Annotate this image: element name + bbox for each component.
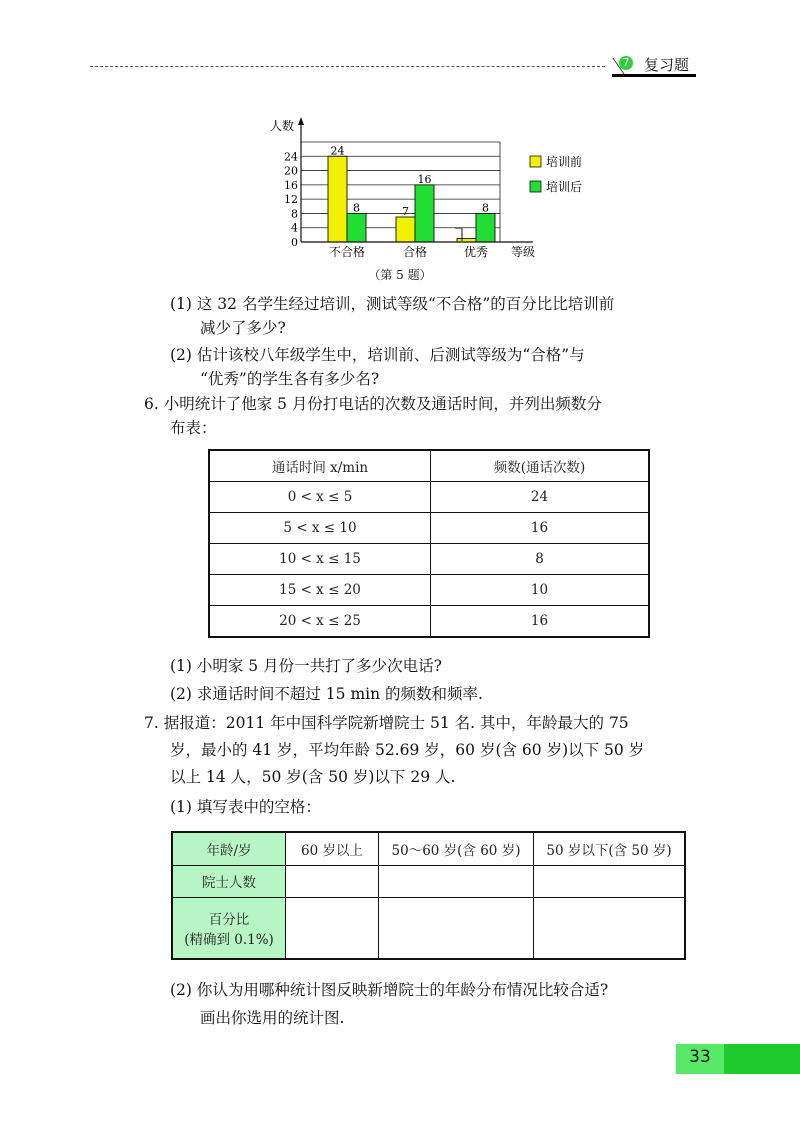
blank-cell[interactable]: [534, 897, 686, 959]
blank-cell[interactable]: [379, 897, 534, 959]
table-cell: 16: [431, 606, 650, 638]
table-cell: 10: [431, 575, 650, 606]
header-dashed-rule: [90, 66, 605, 67]
x-tick-labels: [329, 244, 488, 259]
legend-swatch: [530, 181, 541, 192]
y-tick-label: 12: [284, 193, 298, 207]
table-header-cell: 50 岁以下(含 50 岁): [534, 832, 686, 865]
q6-part1: (1) 小明家 5 月份一共打了多少次电话?: [170, 657, 442, 675]
footer-band: [724, 1044, 800, 1074]
page-number: 33: [689, 1047, 711, 1067]
table-cell: 5 < x ≤ 10: [209, 513, 431, 544]
x-axis-label: 等级: [511, 245, 536, 259]
data-label: 8: [482, 201, 489, 215]
frequency-table: [208, 449, 650, 638]
bar: [476, 213, 495, 242]
x-tick-label: 合格: [402, 245, 428, 259]
bar: [347, 213, 366, 242]
table-cell: 20 < x ≤ 25: [209, 606, 431, 638]
q6-stem-line1: 6. 小明统计了他家 5 月份打电话的次数及通话时间，并列出频数分: [144, 395, 602, 413]
table-row: [209, 513, 649, 544]
y-axis-label: 人数: [270, 119, 295, 133]
blank-cell[interactable]: [534, 865, 686, 897]
figure-caption: （第 5 题）: [368, 268, 432, 282]
table-row: [209, 606, 649, 638]
bar: [396, 217, 415, 242]
q7-stem-line2: 岁，最小的 41 岁，平均年龄 52.69 岁，60 岁(含 60 岁)以下 50 岁: [170, 741, 645, 759]
table-header-cell: 通话时间 x/min: [209, 450, 431, 482]
x-tick-label: 不合格: [328, 245, 366, 259]
y-tick-label: 8: [291, 207, 298, 221]
blank-cell[interactable]: [379, 865, 534, 897]
q5-part1-line1: (1) 这 32 名学生经过培训，测试等级“不合格”的百分比比培训前: [170, 295, 615, 313]
q7-stem-line1: 7. 据报道：2011 年中国科学院新增院士 51 名. 其中，年龄最大的 75: [144, 714, 629, 732]
table-row: [209, 575, 649, 606]
table-header-row: [172, 832, 685, 865]
blank-cell[interactable]: [286, 897, 379, 959]
data-label: 24: [330, 144, 345, 158]
row-label-line: 百分比: [208, 911, 250, 928]
q7-part1: (1) 填写表中的空格：: [170, 798, 321, 816]
table-row: [172, 897, 685, 959]
y-tick-label: 24: [284, 150, 298, 164]
table-row: [172, 865, 685, 897]
y-tick-labels: [284, 150, 298, 249]
chapter-number-badge: 7: [619, 56, 633, 70]
x-tick-label: 优秀: [463, 245, 489, 259]
y-tick-label: 20: [284, 164, 298, 178]
q6-stem-line2: 布表：: [170, 419, 217, 437]
data-label: 16: [417, 172, 432, 186]
section-title: 复习题: [644, 56, 690, 74]
row-label-line: (精确到 0.1%): [184, 931, 274, 948]
y-tick-label: 0: [291, 236, 298, 249]
q5-part2-line2: “优秀”的学生各有多少名?: [200, 370, 380, 388]
table-cell: 10 < x ≤ 15: [209, 544, 431, 575]
data-label: 7: [402, 205, 409, 218]
data-label: 8: [353, 201, 360, 215]
table-row: [209, 482, 649, 513]
table-header-cell: 50～60 岁(含 60 岁): [379, 832, 534, 865]
q5-part1-line2: 减少了多少?: [200, 319, 286, 337]
bar-chart: [268, 112, 598, 264]
y-tick-label: 16: [284, 178, 298, 192]
q5-part2-line1: (2) 估计该校八年级学生中，培训前、后测试等级为“合格”与: [170, 346, 585, 364]
q6-part2: (2) 求通话时间不超过 15 min 的频数和频率.: [170, 685, 483, 703]
q7-part2-line1: (2) 你认为用哪种统计图反映新增院士的年龄分布情况比较合适?: [170, 981, 609, 999]
table-header-cell: 年龄/岁: [172, 832, 286, 865]
table-header-cell: 频数(通话次数): [431, 450, 650, 482]
table-cell: 8: [431, 544, 650, 575]
blank-cell[interactable]: [286, 865, 379, 897]
table-cell: 24: [431, 482, 650, 513]
legend-label: 培训后: [546, 180, 583, 194]
q7-stem-line3: 以上 14 人，50 岁(含 50 岁)以下 29 人.: [170, 768, 456, 786]
table-row-label: 院士人数: [172, 865, 286, 897]
table-row-label: [172, 897, 286, 959]
legend-label: 培训前: [546, 155, 583, 169]
legend-swatch: [530, 156, 541, 167]
bar: [328, 156, 347, 242]
bar: [415, 185, 434, 242]
y-tick-label: 4: [291, 221, 298, 235]
chart-legend: [530, 154, 582, 194]
table-cell: 0 < x ≤ 5: [209, 482, 431, 513]
q7-part2-line2: 画出你选用的统计图.: [200, 1009, 345, 1027]
table-header-row: [209, 450, 649, 482]
table-cell: 15 < x ≤ 20: [209, 575, 431, 606]
table-header-cell: 60 岁以上: [286, 832, 379, 865]
academician-table: [171, 831, 686, 960]
table-row: [209, 544, 649, 575]
table-cell: 16: [431, 513, 650, 544]
